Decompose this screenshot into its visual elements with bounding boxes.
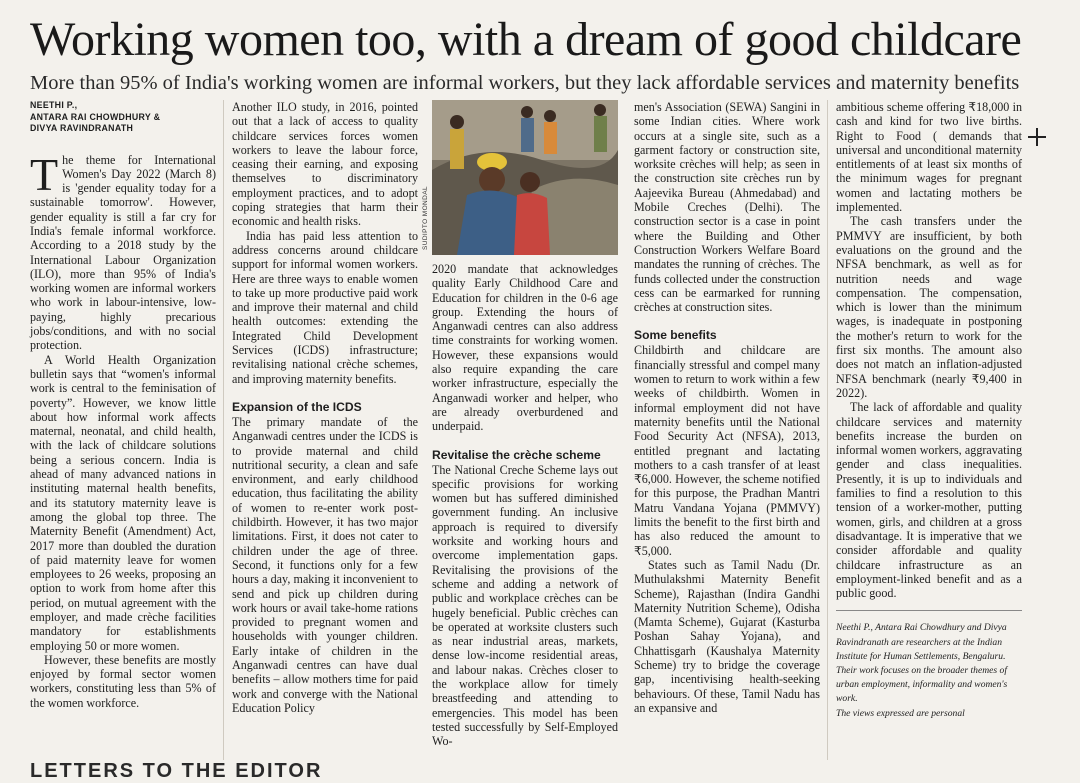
subheading: Some benefits — [634, 328, 717, 343]
paragraph: The lack of affordable and quality childcare services and maternity benefits increase the burden on informal women workers, aggravating gender and class inequalities. Presently, it is up to individuals and families to find a resolution to this tension of a worker-mother, putting women, girls, and children at a gross disadvantage. It is imperative that we consider affordable and quality childcare infrastructure as an employment-linked benefit and as a public good. — [836, 400, 1022, 601]
paragraph: States such as Tamil Nadu (Dr. Muthulakshmi Maternity Benefit Scheme), Rajasthan (Indira Gandhi Maternity Nutrition Scheme), Odisha (Mamta Scheme), Gujarat (Kasturba Poshan Sahay Yojana), and Chhattisgarh (Kaushalya Maternity Scheme) try to bridge the coverage gap, incentivising health-seeking behaviours. Of these, Tamil Nadu has an expansive and — [634, 557, 820, 715]
paragraph: However, these benefits are mostly enjoyed by formal sector women workers, constituting less than 5% of the women workforce. — [30, 652, 216, 710]
column-2 — [232, 100, 418, 715]
column-1 — [30, 100, 216, 710]
photo-illustration — [432, 100, 618, 255]
author-bio: Neethi P., Antara Rai Chowdhury and Divya Ravindranath are researchers at the Indian Institute for Human Settlements, Bengaluru. Their work focuses on the broader themes of urban employment, informality and women's work. — [836, 622, 1008, 705]
column-rule — [827, 100, 828, 760]
paragraph: A World Health Organization bulletin says that “women's informal work is central to the feminisation of poverty”. However, we know little about how informal work affects maternal, neonatal, and child health, with the lack of childcare solutions being a serious concern. India is ahead of many advanced nations in instituting maternal health benefits, and its statutory maternity leave is among the global top three. The Maternity Benefit (Amendment) Act, 2017 more than doubled the duration of paid maternity leave for women employees to 26 weeks, proposing an option to work from home after this period, on mutual agreement with the employer, and made crèche facilities mandatory for establishments employing 50 or more women. — [30, 352, 216, 653]
byline-author-2: ANTARA RAI CHOWDHURY & — [30, 111, 161, 122]
byline-author-1: NEETHI P., — [30, 100, 78, 110]
column-3 — [432, 262, 618, 749]
paragraph: Childbirth and childcare are financially stressful and compel many women to return to work within a few weeks of childbirth. Women in informal employment did not have maternity benefits until the National Food Security Act (NFSA), 2013, entitled pregnant and lactating mothers to a cash transfer of at least ₹6,000. However, the scheme notified for this purpose, the Pradhan Mantri Matru Vandana Yojana (PMMVY) limits the benefit to the first birth and has also reduced the amount to ₹5,000. — [634, 343, 820, 558]
crosshair-cursor-icon — [1028, 128, 1046, 146]
paragraph: The theme for International Women's Day 2022 (March 8) is 'gender equality today for a sustainable tomorrow'. However, gender equality is still a far cry for India's female informal workforce. According to a 2018 study by the International Labour Organization (ILO), more than 95% of India's working women are informal workers who work in labour-intensive, low-paying, highly precarious jobs/conditions, and with no social protection. — [30, 148, 216, 353]
paragraph: India has paid less attention to address concerns around childcare support for informal women workers. Here are three ways to enable women to take up more productive paid work and improve their maternal and child health outcomes: extending the Integrated Child Development Services (ICDS) infrastructure; revitalising national crèche schemes, and improving maternity benefits. — [232, 228, 418, 386]
news-photo — [432, 100, 618, 255]
disclaimer: The views expressed are personal — [836, 707, 965, 719]
column-rule — [223, 100, 224, 760]
column-5 — [836, 100, 1022, 721]
drop-cap: T — [30, 148, 59, 200]
paragraph: The primary mandate of the Anganwadi centres under the ICDS is to provide maternal and child nutritional security, a clean and safe environment, and early childhood education, thus facilitating the ability of women to re-enter work post-childbirth. However, it has two major limitations. First, it does not cater to children under the age of three. Second, it functions only for a few hours a day, making it inconvenient to send and pick up children during work hours or avail take-home rations provided to pregnant women and households with younger children. Early intake of children in the Anganwadi centres can have dual benefits – allow mothers time for paid work and converge with the National Education Policy — [232, 414, 418, 715]
paragraph: The National Creche Scheme lays out specific provisions for working women but has suffered diminished government funding. An inclusive approach is required to diversify worksite and working hours and overcome implementation gaps. Revitalising the provisions of the scheme and adding a network of public and workplace crèches can be hugely beneficial. Public crèches can be operated at worksite clusters such as near industrial areas, markets, dense low-income residential areas, and labour nakas. Crèches closer to the workplace allow for timely breastfeeding and attending to emergencies. This model has been tested successfully by Self-Employed Wo- — [432, 462, 618, 749]
headline: Working women too, with a dream of good childcare — [30, 13, 1022, 66]
paragraph: Another ILO study, in 2016, pointed out that a lack of access to quality childcare services forces women workers to leave the labour force, ceasing their earning, and exposing themselves to discriminatory employment practices, and to adopt coping strategies that harm their economic and health risks. — [232, 100, 418, 229]
deck: More than 95% of India's working women are informal workers, but they lack affordable services and maternity benefits — [30, 72, 1020, 94]
paragraph: ambitious scheme offering ₹18,000 in cash and kind for two live births. Right to Food ( demands that universal and unconditional maternity entitlements of at least six months of the minimum wages for pregnant women and lactating mothers be implemented. — [836, 100, 1022, 215]
photo-credit: SUDIPTO MONDAL — [422, 186, 429, 250]
byline — [30, 100, 216, 135]
next-section-heading-cut: LETTERS TO THE EDITOR — [30, 760, 323, 782]
byline-author-3: DIVYA RAVINDRANATH — [30, 123, 134, 133]
subheading: Expansion of the ICDS — [232, 399, 362, 414]
paragraph: The cash transfers under the PMMVY are insufficient, by both evaluations on the ground and the NFSA benchmark, as well as for nutrition needs and wage compensation. The compensation, which is lower than the minimum wages, is inadequate in postponing the mother's return to work for the first six months. The amount also does not match an inflation-adjusted NFSA benchmark (nearly ₹9,400 in 2022). — [836, 214, 1022, 400]
paragraph: men's Association (SEWA) Sangini in some Indian cities. Where work occurs at a single site, such as a garment factory or construction site, worksite crèches will help; as seen in the construction site crèches run by Aajeevika Bureau (Ahmedabad) and Mobile Creches (Delhi). The construction sector is a case in point where the Building and Other Construction Workers Welfare Board mandates the running of crèches. The funds collected under the construction cess can be earmarked for running crèches at construction sites. — [634, 100, 820, 315]
paragraph: 2020 mandate that acknowledges quality Early Childhood Care and Education for children in the 0-6 age group. Extending the hours of Anganwadi centres can also address time constraints for working women. However, these expansions would also require expanding the care worker infrastructure, especially the Anganwadi worker and helper, who are already overburdened and underpaid. — [432, 262, 618, 434]
bio-divider — [836, 610, 1022, 611]
subheading: Revitalise the crèche scheme — [432, 447, 601, 462]
column-4 — [634, 100, 820, 715]
